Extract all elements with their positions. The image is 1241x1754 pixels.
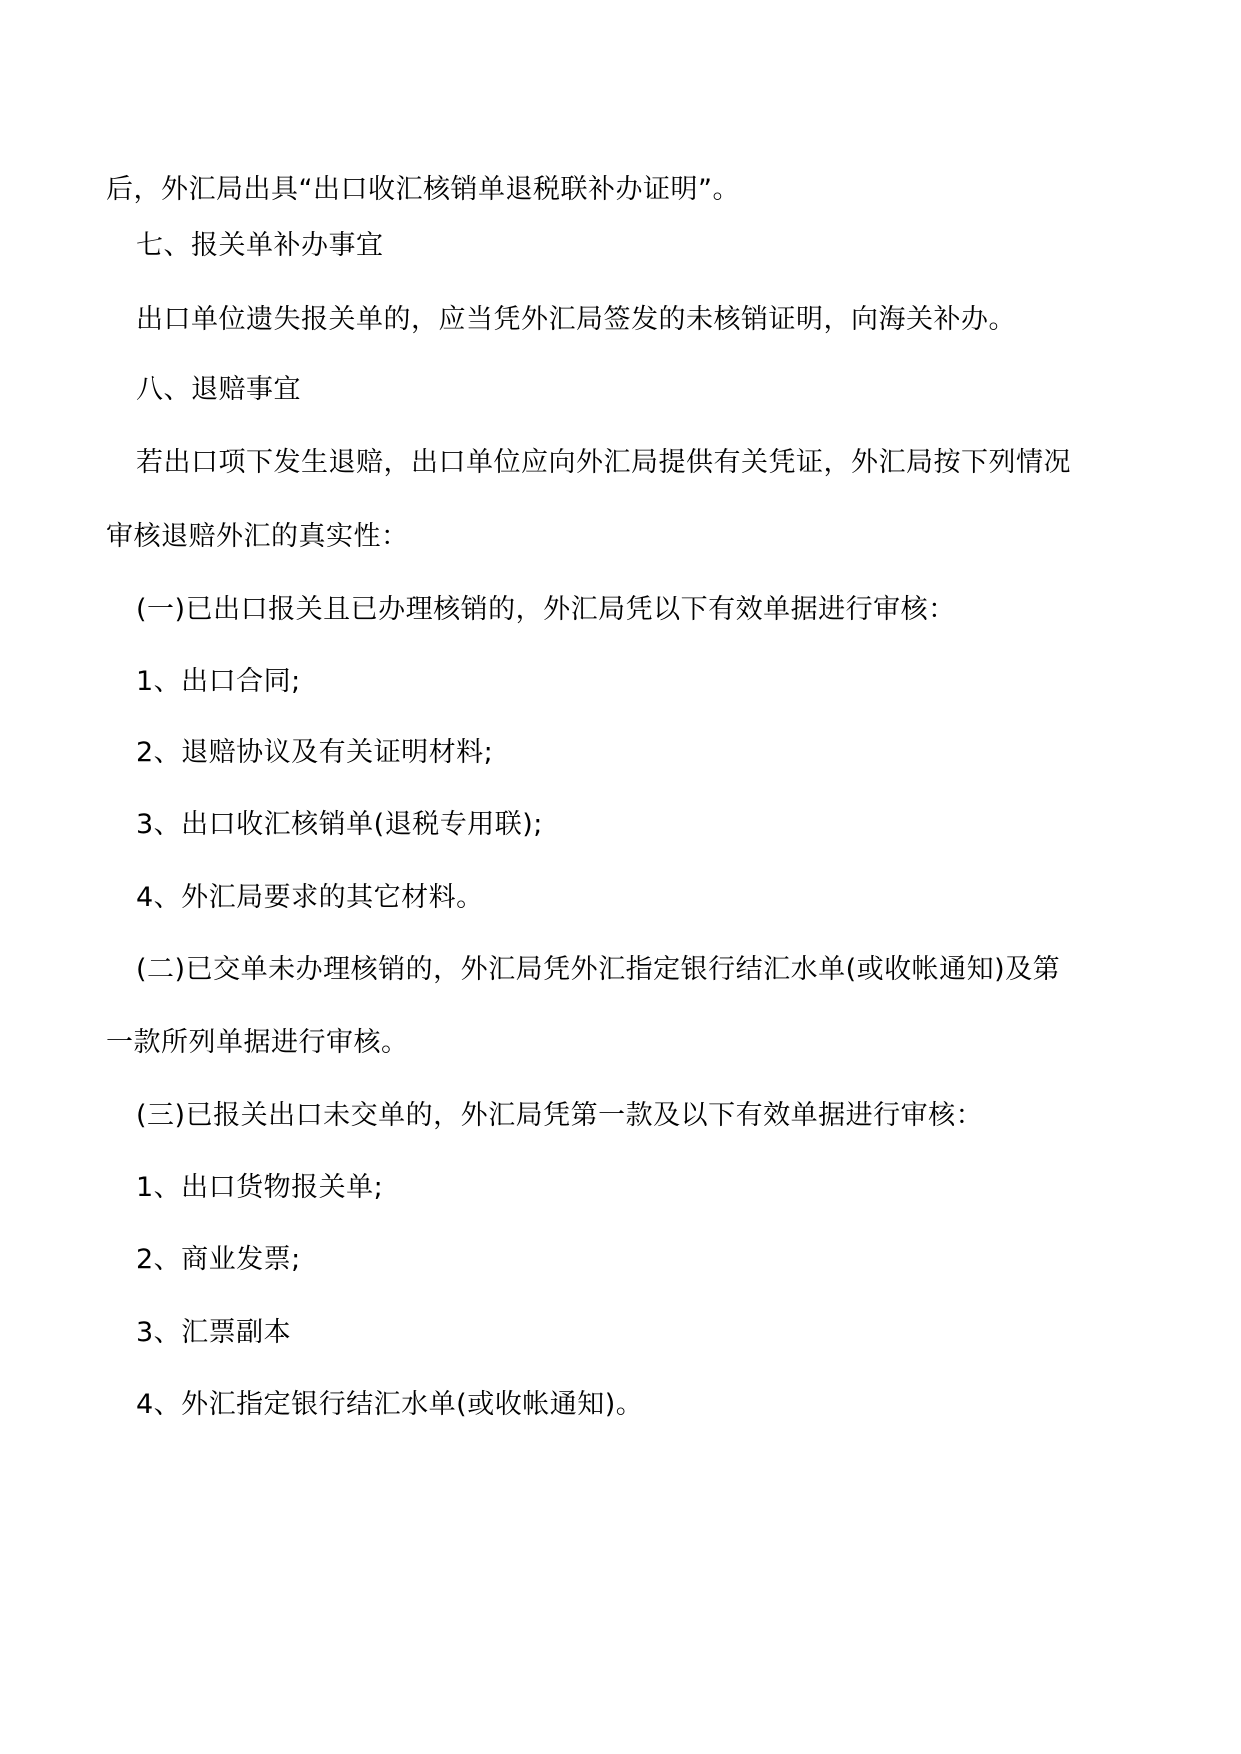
list-item: 2、商业发票; [136,1244,301,1275]
paragraph-continuation: 一款所列单据进行审核。 [106,1027,409,1058]
section-heading-8: 八、退赔事宜 [136,374,301,405]
list-item: 4、外汇指定银行结汇水单(或收帐通知)。 [136,1389,644,1420]
list-item: 3、汇票副本 [136,1317,292,1348]
list-item: 2、退赔协议及有关证明材料; [136,737,494,768]
list-item: 3、出口收汇核销单(退税专用联); [136,809,543,840]
subsection-3: (三)已报关出口未交单的，外汇局凭第一款及以下有效单据进行审核： [136,1100,984,1131]
paragraph-continuation: 后，外汇局出具“出口收汇核销单退税联补办证明”。 [106,174,740,205]
list-item: 4、外汇局要求的其它材料。 [136,882,484,913]
paragraph-continuation: 审核退赔外汇的真实性： [106,521,409,552]
list-item: 1、出口货物报关单; [136,1172,384,1203]
paragraph: 出口单位遗失报关单的，应当凭外汇局签发的未核销证明，向海关补办。 [136,304,1016,335]
list-item: 1、出口合同; [136,666,301,697]
subsection-2: (二)已交单未办理核销的，外汇局凭外汇指定银行结汇水单(或收帐通知)及第 [136,954,1061,985]
subsection-1: (一)已出口报关且已办理核销的，外汇局凭以下有效单据进行审核： [136,594,956,625]
paragraph: 若出口项下发生退赔，出口单位应向外汇局提供有关凭证，外汇局按下列情况 [136,447,1071,478]
section-heading-7: 七、报关单补办事宜 [136,230,384,261]
